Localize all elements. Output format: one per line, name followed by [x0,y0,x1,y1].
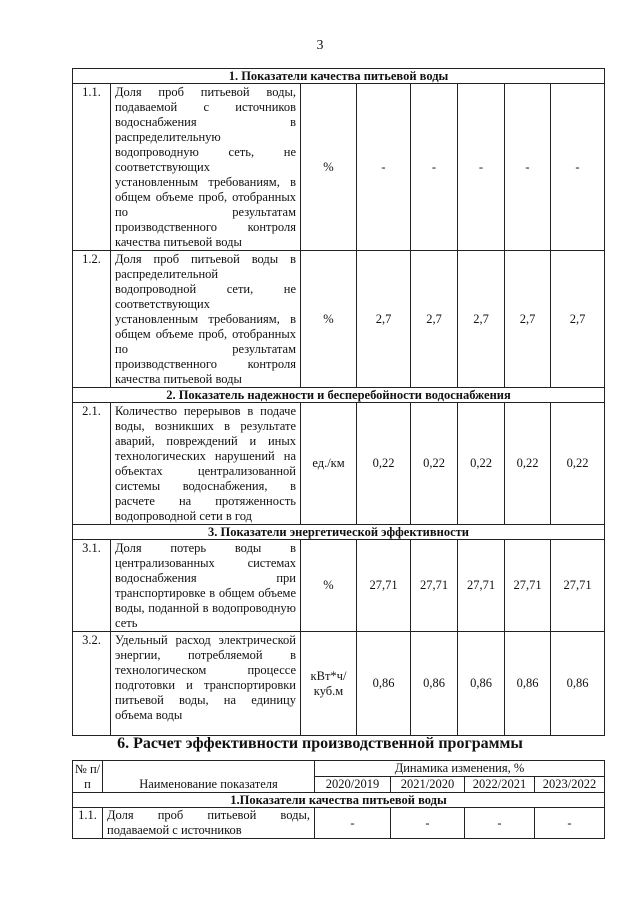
value-cell: 0,22 [458,403,505,525]
row-number: 2.1. [73,403,111,525]
year-header: 2020/2019 [315,777,391,793]
indicator-name: Доля потерь воды в централизованных системах водоснабжения при транспортировке в общем объеме воды, поданной в водопроводную сеть [111,540,301,632]
value-cell: 2,7 [357,251,411,388]
year-header: 2021/2020 [391,777,465,793]
section-title: 3. Показатели энергетической эффективности [73,525,605,540]
year-header: 2022/2021 [465,777,535,793]
row-number: 3.1. [73,540,111,632]
value-cell: - [315,808,391,839]
row-number: 1.1. [73,808,103,839]
name-header: Наименование показателя [103,761,315,793]
unit-cell: % [301,251,357,388]
section-row [73,388,605,403]
value-cell: - [535,808,605,839]
value-cell: 2,7 [551,251,605,388]
indicators-table [72,68,605,736]
table-row [73,403,605,525]
unit-cell: кВт*ч/ куб.м [301,632,357,736]
section-6-heading: 6. Расчет эффективности производственной программы [117,735,523,752]
indicator-name: Удельный расход электрической энергии, потребляемой в технологическом процессе подготовки и транспортировки питьевой воды, на единицу объема воды [111,632,301,736]
section-title: 1.Показатели качества питьевой воды [73,793,605,808]
table-row [73,84,605,251]
value-cell: 2,7 [458,251,505,388]
value-cell: 27,71 [551,540,605,632]
table-row [73,251,605,388]
row-number: 3.2. [73,632,111,736]
indicator-name: Количество перерывов в подаче воды, возникших в результате аварий, повреждений и иных технологических нарушений на объектах централизованной системы водоснабжения, в расчете на протяженность водопроводной сети в год [111,403,301,525]
value-cell: - [465,808,535,839]
table-row [73,808,605,839]
row-number: 1.1. [73,84,111,251]
value-cell: 0,22 [551,403,605,525]
value-cell: - [458,84,505,251]
value-cell: 0,22 [505,403,551,525]
value-cell: 0,86 [551,632,605,736]
efficiency-table [72,760,605,839]
dynamics-header: Динамика изменения, % [315,761,605,777]
value-cell: - [357,84,411,251]
value-cell: 27,71 [505,540,551,632]
table-row [73,540,605,632]
page-number: 3 [316,38,324,53]
value-cell: 0,22 [357,403,411,525]
value-cell: - [505,84,551,251]
value-cell: 27,71 [458,540,505,632]
year-header: 2023/2022 [535,777,605,793]
num-header: № п/п [73,761,103,793]
section-title: 2. Показатель надежности и бесперебойности водоснабжения [73,388,605,403]
value-cell: 0,86 [505,632,551,736]
value-cell: - [411,84,458,251]
section-row [73,793,605,808]
value-cell: 0,86 [411,632,458,736]
indicator-name: Доля проб питьевой воды, подаваемой с источников [103,808,315,839]
indicator-name: Доля проб питьевой воды, подаваемой с источников водоснабжения в распределительную водопроводную сеть, не соответствующих установленным требованиям, в общем объеме проб, отобранных по результатам производственного контроля качества питьевой воды [111,84,301,251]
unit-cell: % [301,84,357,251]
table-row [73,632,605,736]
value-cell: - [551,84,605,251]
value-cell: 2,7 [411,251,458,388]
value-cell: 0,22 [411,403,458,525]
section-title: 1. Показатели качества питьевой воды [73,69,605,84]
value-cell: 27,71 [357,540,411,632]
unit-cell: % [301,540,357,632]
indicator-name: Доля проб питьевой воды в распределительной водопроводной сети, не соответствующих установленным требованиям, в общем объеме проб, отобранных по результатам производственного контроля качества питьевой воды [111,251,301,388]
row-number: 1.2. [73,251,111,388]
value-cell: 27,71 [411,540,458,632]
value-cell: 2,7 [505,251,551,388]
section-row [73,525,605,540]
value-cell: 0,86 [458,632,505,736]
value-cell: - [391,808,465,839]
value-cell: 0,86 [357,632,411,736]
unit-cell: ед./км [301,403,357,525]
section-row [73,69,605,84]
